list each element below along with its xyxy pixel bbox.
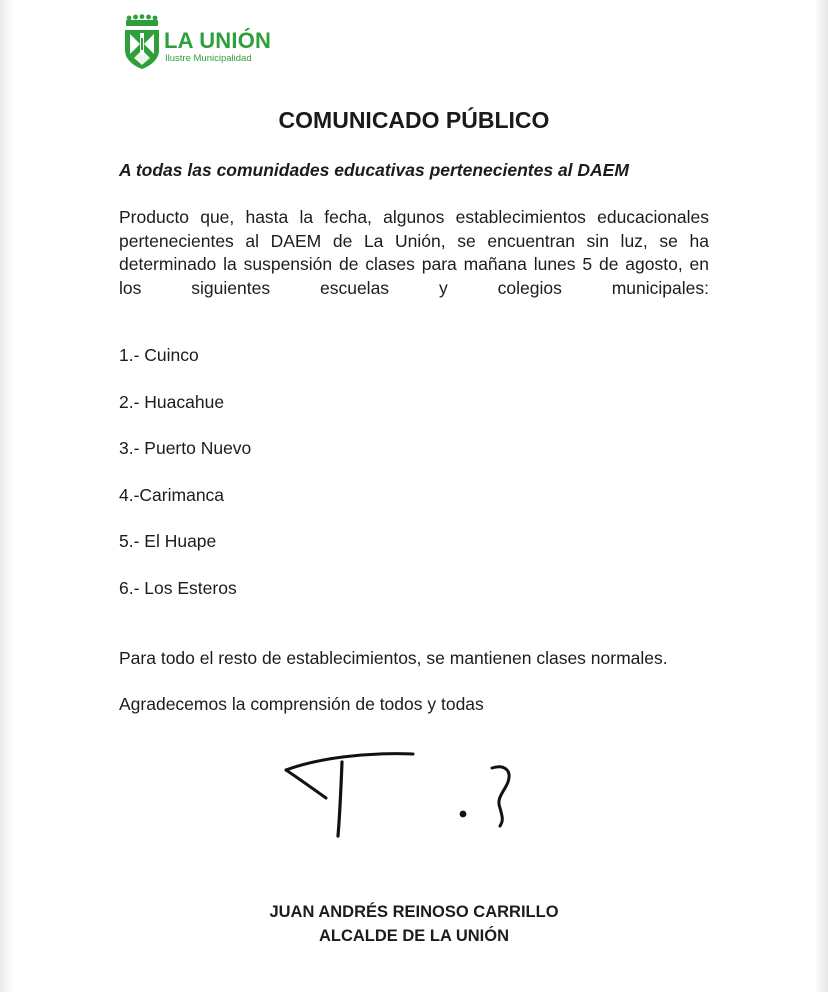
handwritten-signature-icon — [278, 748, 528, 848]
page-title — [0, 107, 828, 134]
list-item: 1.- Cuinco — [119, 345, 199, 365]
closing-paragraph: Para todo el resto de establecimientos, se mantienen clases normales. — [119, 648, 668, 668]
list-item: 3.- Puerto Nuevo — [119, 438, 252, 458]
signer-title: ALCALDE DE LA UNIÓN — [318, 927, 510, 945]
list-item: 6.- Los Esteros — [119, 578, 237, 598]
addressee-line: A todas las comunidades educativas pertenecientes al DAEM — [119, 160, 629, 180]
thanks-paragraph: Agradecemos la comprensión de todos y todas — [119, 694, 484, 714]
municipality-logo — [122, 14, 292, 72]
logo-name: LA UNIÓN — [164, 28, 272, 53]
intro-paragraph: Producto que, hasta la fecha, algunos establecimientos educacionales pertenecientes al DAEM de La Unión, se encuentran sin luz, se ha determinado la suspensión de clases para mañana lunes 5 de agosto, en los siguientes escuelas y colegios municipales: — [119, 207, 709, 298]
signer-name: JUAN ANDRÉS REINOSO CARRILLO — [269, 903, 559, 921]
list-item: 2.- Huacahue — [119, 392, 225, 412]
list-item: 5.- El Huape — [119, 531, 217, 551]
logo-subtitle: Ilustre Municipalidad — [165, 53, 252, 64]
page-title-text: COMUNICADO PÚBLICO — [278, 107, 550, 133]
list-item: 4.-Carimanca — [119, 485, 225, 505]
municipal-crest-icon — [122, 14, 162, 70]
